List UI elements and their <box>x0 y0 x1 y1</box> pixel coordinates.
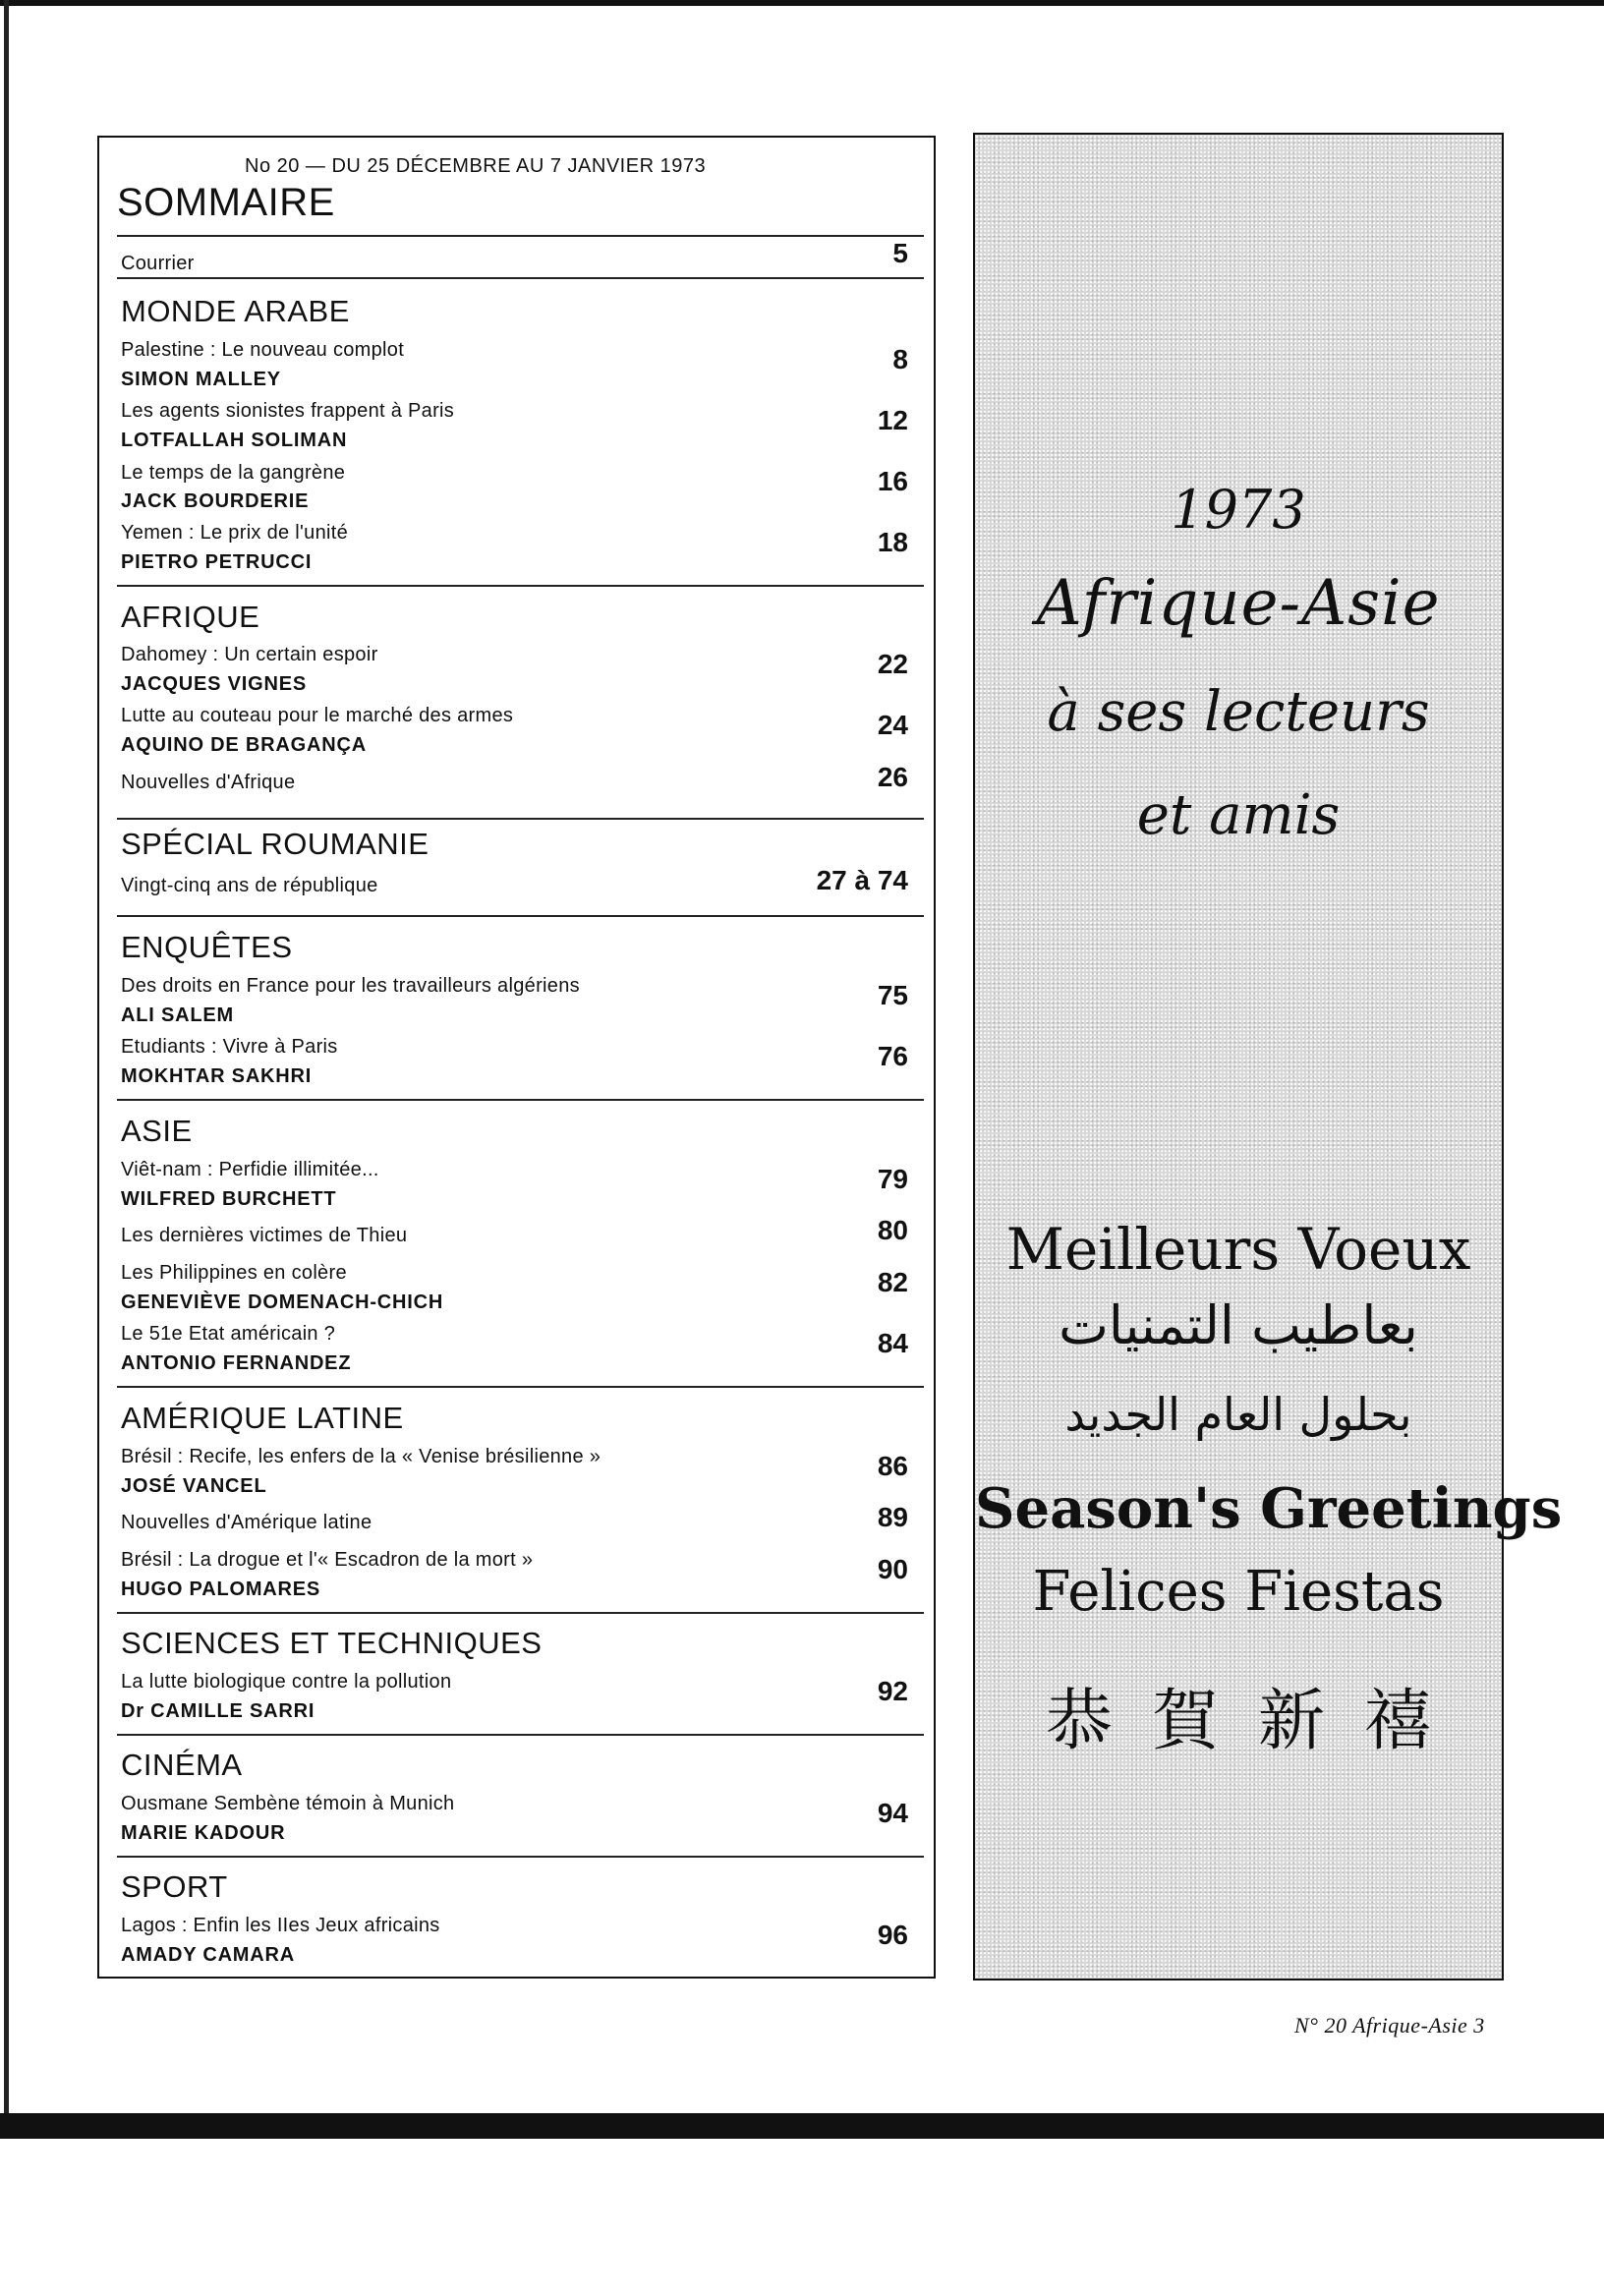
article-title[interactable]: Dahomey : Un certain espoir <box>121 644 378 665</box>
article-page: 80 <box>877 1215 908 1245</box>
divider <box>117 1386 924 1388</box>
article-page: 27 à 74 <box>816 865 908 895</box>
article-page: 8 <box>892 344 908 374</box>
article-title[interactable]: Palestine : Le nouveau complot <box>121 339 405 361</box>
article-page: 12 <box>877 405 908 435</box>
article-author: JOSÉ VANCEL <box>121 1475 267 1497</box>
article-title[interactable]: Etudiants : Vivre à Paris <box>121 1036 338 1058</box>
article-page: 24 <box>877 710 908 740</box>
article-author: MARIE KADOUR <box>121 1822 286 1844</box>
issue-line: No 20 — DU 25 DÉCEMBRE AU 7 JANVIER 1973 <box>245 155 707 177</box>
article-page: 86 <box>877 1451 908 1481</box>
article-author: SIMON MALLEY <box>121 369 281 390</box>
greeting-brand: Afrique-Asie <box>1036 567 1441 640</box>
article-page: 94 <box>877 1798 908 1828</box>
article-page: 76 <box>877 1041 908 1071</box>
greeting-spanish: Felices Fiestas <box>1032 1560 1445 1624</box>
article-page: 96 <box>877 1920 908 1950</box>
article-title[interactable]: Nouvelles d'Amérique latine <box>121 1512 372 1533</box>
article-author: LOTFALLAH SOLIMAN <box>121 430 348 451</box>
divider <box>117 1612 924 1614</box>
courrier-page: 5 <box>892 238 908 268</box>
article-title[interactable]: Viêt-nam : Perfidie illimitée... <box>121 1159 379 1180</box>
section-title-amerique-latine: AMÉRIQUE LATINE <box>121 1401 404 1435</box>
article-page: 84 <box>877 1328 908 1358</box>
table-of-contents <box>97 136 936 1979</box>
article-title[interactable]: Les Philippines en colère <box>121 1262 347 1284</box>
divider <box>117 915 924 917</box>
section-title-monde-arabe: MONDE ARABE <box>121 294 350 328</box>
page-left-rule <box>4 0 9 2123</box>
article-author: AMADY CAMARA <box>121 1944 296 1966</box>
courrier-label[interactable]: Courrier <box>121 253 195 274</box>
article-author: ANTONIO FERNANDEZ <box>121 1352 352 1374</box>
divider <box>117 235 924 237</box>
greeting-chinese: 恭賀新禧 <box>1045 1683 1470 1760</box>
article-author: Dr CAMILLE SARRI <box>121 1700 315 1722</box>
divider <box>117 277 924 279</box>
section-title-asie: ASIE <box>121 1114 193 1148</box>
section-title-sport: SPORT <box>121 1869 228 1904</box>
greeting-english: Season's Greetings <box>975 1476 1563 1541</box>
article-page: 18 <box>877 527 908 557</box>
section-title-sciences: SCIENCES ET TECHNIQUES <box>121 1626 543 1660</box>
article-title[interactable]: Le 51e Etat américain ? <box>121 1323 336 1345</box>
divider <box>117 1856 924 1858</box>
article-page: 26 <box>877 762 908 792</box>
article-title[interactable]: Nouvelles d'Afrique <box>121 772 296 793</box>
article-author: AQUINO DE BRAGANÇA <box>121 734 367 756</box>
article-page: 79 <box>877 1164 908 1194</box>
article-page: 75 <box>877 980 908 1010</box>
greeting-arabic: بحلول العام الجديد <box>1064 1388 1412 1441</box>
article-author: WILFRED BURCHETT <box>121 1188 337 1210</box>
divider <box>117 1099 924 1101</box>
article-author: JACQUES VIGNES <box>121 673 308 695</box>
page-title: SOMMAIRE <box>117 181 335 224</box>
article-author: PIETRO PETRUCCI <box>121 551 313 573</box>
article-page: 92 <box>877 1676 908 1706</box>
page-footer: N° 20 Afrique-Asie 3 <box>1294 2013 1485 2038</box>
article-author: ALI SALEM <box>121 1004 234 1026</box>
article-title[interactable]: Des droits en France pour les travailleurs algériens <box>121 975 580 997</box>
article-page: 89 <box>877 1502 908 1532</box>
section-title-cinema: CINÉMA <box>121 1748 243 1782</box>
article-page: 16 <box>877 466 908 496</box>
article-title[interactable]: Yemen : Le prix de l'unité <box>121 522 349 544</box>
greeting-panel <box>973 133 1563 1980</box>
article-title[interactable]: Lagos : Enfin les IIes Jeux africains <box>121 1915 440 1936</box>
article-author: JACK BOURDERIE <box>121 490 310 512</box>
greeting-arabic: بعاطيب التمنيات <box>1059 1294 1418 1356</box>
article-author: MOKHTAR SAKHRI <box>121 1065 313 1087</box>
article-title[interactable]: Brésil : La drogue et l'« Escadron de la mort » <box>121 1549 534 1571</box>
article-author: HUGO PALOMARES <box>121 1578 321 1600</box>
greeting-french: Meilleurs Voeux <box>1005 1216 1471 1283</box>
greeting-line: et amis <box>1136 783 1341 847</box>
article-title[interactable]: Vingt-cinq ans de république <box>121 875 378 896</box>
article-title[interactable]: Le temps de la gangrène <box>121 462 346 484</box>
greeting-year: 1973 <box>1171 479 1306 541</box>
section-title-enquetes: ENQUÊTES <box>121 930 293 964</box>
article-title[interactable]: Les agents sionistes frappent à Paris <box>121 400 455 422</box>
article-page: 90 <box>877 1554 908 1584</box>
section-title-afrique: AFRIQUE <box>121 600 260 634</box>
bottom-scan-bar <box>0 2113 1604 2139</box>
article-page: 82 <box>877 1267 908 1297</box>
divider <box>117 585 924 587</box>
article-title[interactable]: Brésil : Recife, les enfers de la « Venise brésilienne » <box>121 1446 602 1467</box>
divider <box>117 818 924 820</box>
article-page: 22 <box>877 649 908 679</box>
article-title[interactable]: La lutte biologique contre la pollution <box>121 1671 452 1693</box>
section-title-special-roumanie: SPÉCIAL ROUMANIE <box>121 827 430 861</box>
page-top-rule <box>0 0 1604 6</box>
greeting-line: à ses lecteurs <box>1047 680 1430 744</box>
article-title[interactable]: Les dernières victimes de Thieu <box>121 1225 408 1246</box>
article-title[interactable]: Lutte au couteau pour le marché des armes <box>121 705 514 726</box>
article-title[interactable]: Ousmane Sembène témoin à Munich <box>121 1793 455 1814</box>
divider <box>117 1734 924 1736</box>
article-author: GENEVIÈVE DOMENACH-CHICH <box>121 1292 444 1313</box>
